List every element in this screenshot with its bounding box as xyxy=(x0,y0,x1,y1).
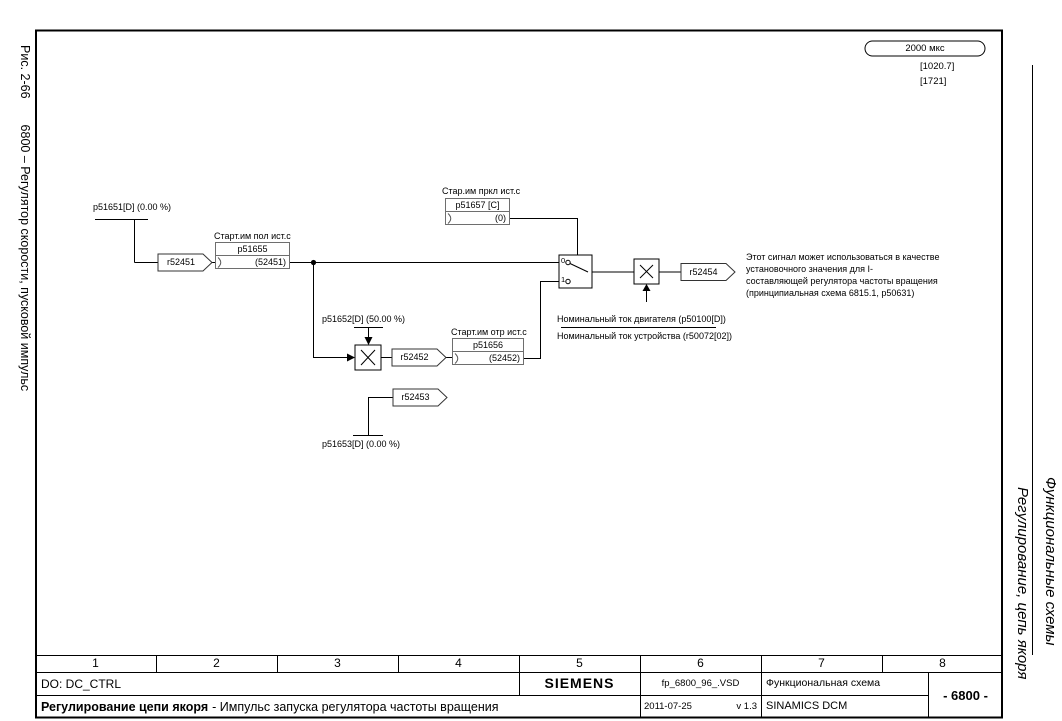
product-label: SINAMICS DCM xyxy=(766,700,848,712)
figure-number: Рис. 2-66 xyxy=(18,45,32,99)
column-header-3: 3 xyxy=(334,656,341,670)
connector-r52452-label: r52452 xyxy=(400,352,429,362)
arrowhead-icon xyxy=(347,354,355,362)
signal-note xyxy=(746,251,939,299)
column-header-2: 2 xyxy=(213,656,220,670)
note-line: установочного значения для I- xyxy=(746,264,873,274)
fraction-numerator: Номинальный ток двигателя (p50100[D]) xyxy=(557,314,726,324)
file-name: fp_6800_96_.VSD xyxy=(661,678,740,689)
param-value: (52452) xyxy=(453,352,523,364)
page-ref: [1020.7] xyxy=(920,61,955,72)
switch-pos1-label: 1 xyxy=(561,275,566,284)
sheet-title-rest: - Импульс запуска регулятора частоты вращения xyxy=(212,700,499,714)
date-label: 2011-07-25 xyxy=(644,701,692,712)
connector-r52454-label: r52454 xyxy=(689,267,718,277)
connector-input-icon xyxy=(447,213,455,227)
param-name: p51655 xyxy=(216,243,289,256)
param-name: p51657 [C] xyxy=(446,199,509,212)
multiplier-icon xyxy=(355,345,381,370)
date-version-cell xyxy=(640,696,761,717)
column-header-7: 7 xyxy=(818,656,825,670)
multiplier-icon xyxy=(634,259,659,284)
note-line: составляющей регулятора частоты вращения xyxy=(746,276,938,286)
bico-box-p51655 xyxy=(215,242,290,269)
neg-block-caption: Старт.им отр ист.с xyxy=(451,327,527,337)
param-name: p51656 xyxy=(453,339,523,352)
param-value: (52451) xyxy=(216,256,289,268)
left-margin-caption xyxy=(18,45,32,391)
column-header-4: 4 xyxy=(455,656,462,670)
right-margin-chapter: Функциональные схемы xyxy=(1042,477,1059,646)
sel-block-caption: Стар.им пркл ист.с xyxy=(442,186,521,196)
page-ref: [1721] xyxy=(920,76,947,87)
sheet-title xyxy=(41,697,498,717)
pos-block-caption: Старт.им пол ист.с xyxy=(214,231,291,241)
connector-r52453-label: r52453 xyxy=(401,392,430,402)
param-p51652-label: p51652[D] (50.00 %) xyxy=(322,314,406,324)
param-p51651-label: p51651[D] (0.00 %) xyxy=(93,202,172,212)
connector-input-icon xyxy=(217,257,225,271)
connector-r52451-label: r52451 xyxy=(166,257,196,267)
note-line: (принципиальная схема 6815.1, p50631) xyxy=(746,288,915,298)
cycle-time-label: 2000 мкс xyxy=(905,43,945,54)
column-header-8: 8 xyxy=(939,656,946,670)
column-header-6: 6 xyxy=(697,656,704,670)
column-header-5: 5 xyxy=(576,656,583,670)
connector-input-icon xyxy=(454,353,462,367)
right-margin-section: Регулирование, цепь якоря xyxy=(1014,487,1031,680)
column-header-1: 1 xyxy=(92,656,99,670)
version-label: v 1.3 xyxy=(736,701,757,712)
bico-box-p51656 xyxy=(452,338,524,365)
drive-object-label: DO: DC_CTRL xyxy=(41,677,122,691)
brand-logo: SIEMENS xyxy=(544,675,615,691)
sheet-title-bold: Регулирование цепи якоря xyxy=(41,700,209,714)
figure-title: 6800 – Регулятор скорости, пусковой импульс xyxy=(18,124,32,392)
doc-type-label: Функциональная схема xyxy=(766,677,881,689)
fraction-denominator: Номинальный ток устройства (r50072[02]) xyxy=(557,331,732,341)
switch-pos0-label: 0 xyxy=(561,256,566,265)
param-value: (0) xyxy=(446,212,509,224)
sheet-number: - 6800 - xyxy=(943,687,988,703)
junction-dot xyxy=(311,260,316,265)
note-line: Этот сигнал может использоваться в качестве xyxy=(746,252,940,262)
page-frame xyxy=(36,31,1002,718)
arrowhead-icon xyxy=(643,284,651,291)
param-p51653-label: p51653[D] (0.00 %) xyxy=(322,439,401,449)
bico-box-p51657 xyxy=(445,198,510,225)
arrowhead-icon xyxy=(365,337,373,345)
